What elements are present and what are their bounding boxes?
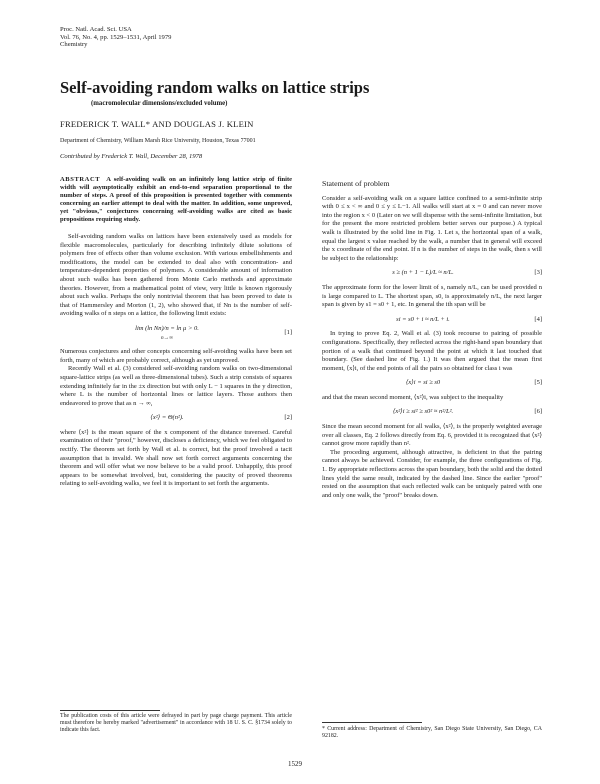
equation-6 (322, 408, 542, 417)
equation-1-number: [1] (284, 329, 292, 337)
problem-paragraph-5: Since the mean second moment for all walks, ⟨x²⟩, is the properly weighted average over all classes, Eq. 2 follows directly from Eq. 6, provided it is recognized that ⟨x²⟩ cannot grow more rapidly than n². (322, 423, 542, 448)
journal-section: Chemistry (60, 41, 88, 49)
affiliation: Department of Chemistry, William Marsh Rice University, Houston, Texas 77001 (60, 138, 256, 144)
authors: FREDERICK T. WALL* AND DOUGLAS J. KLEIN (60, 119, 254, 129)
equation-4 (322, 316, 542, 325)
intro-paragraph-1: Self-avoiding random walks on lattices have been extensively used as models for flexible macromolecules, particularly for describing infinitely dilute solutions of polymers free of effects other than volume exclusion. With various embellishments and modifications, the model can be extended to deal also with concentration- and temperature-dependent properties of polymers. A considerable amount of information about such walks has been gathered from Monte Carlo methods and approximate theories. However, from a mathematical point of view, very little is known rigorously about such walks. Perhaps the only nontrivial theorem that has been proved to date is that of Hammersley and Morton (1, 2), who showed that, if Nn is the number of self-avoiding walks of n steps on a lattice, the following limit exists: (60, 233, 292, 318)
equation-6-number: [6] (534, 408, 542, 416)
paper-title: Self-avoiding random walks on lattice strips (60, 78, 370, 97)
equation-1 (60, 325, 292, 342)
equation-4-number: [4] (534, 315, 542, 323)
journal-volume: Vol. 76, No. 4, pp. 1529–1531, April 1979 (60, 33, 172, 41)
problem-paragraph-6: The proceding argument, although attractive, is deficient in that the pairing cannot always be achieved. Consider, for example, the three configurations of Fig. 1. By appropriate reflections across the span boundary, both the solid and the dotted lines yield the same result, indicated by the dashed line. Since the earlier "proof" rested on the assumption that each reflected walk can be uniquely paired with one and only one walk, the "proof" breaks down. (322, 448, 542, 499)
intro-paragraph-4: where ⟨x²⟩ is the mean square of the x component of the distance traversed. Careful examination of their "proof," however, discloses a deficiency, which we feel obligated to rectify. The theorem set forth by Wall et al. is correct, but the proof involved a tacit assumption that is invalid. We shall now set forth correct arguments concerning the theorem and will offer what we now believe to be a valid proof. Unhappily, this proof appears to be somewhat involved, but, considering the paucity of proved theorems relating to self-avoiding walks, we feel it is important to set forth the arguments. (60, 428, 292, 488)
equation-5-number: [5] (534, 379, 542, 387)
right-column (322, 176, 542, 500)
equation-2-body: ⟨x²⟩ = Θ(n²). (150, 414, 184, 422)
problem-paragraph-3: In trying to prove Eq. 2, Wall et al. (3) took recourse to pairing of possible configurations. Specifically, they reflected across the right-hand span boundary that portion of a walk that continued beyond the point at which it last touched that boundary. (See dashed line of Fig. 1.) It was then argued that the mean first moment, ⟨x⟩i, of the end points of all the pairs so obtained for class i was (322, 330, 542, 372)
equation-4-body: si = s0 + i ≈ n/L + i. (396, 315, 450, 323)
abstract (60, 176, 292, 224)
footnote-rule-left (60, 710, 160, 711)
equation-3-number: [3] (534, 269, 542, 277)
problem-paragraph-4: and that the mean second moment, ⟨x²⟩i, was subject to the inequality (322, 393, 504, 401)
intro-paragraph-3: Recently Wall et al. (3) considered self-avoiding random walks on two-dimensional square-lattice strips (as well as three-dimensional tubes). Such a strip consists of squares extending infinitely far in the ±x direction but with only L − 1 squares in the y direction, where L is the number of horizontal lines or lattice layers. Those authors then endeavored to prove that as n → ∞, (60, 365, 292, 407)
problem-paragraph-1: Consider a self-avoiding walk on a square lattice confined to a semi-infinite strip with 0 ≤ x < ∞ and 0 ≤ y ≤ L−1. All walks will start at x = 0 and can never move into the region x < 0 (Later on we will dispense with the semi-infinite limitation, but for the present the more restricted problem better serves our purpose.) A typical walk is illustrated by the solid line in Fig. 1. Let s, the horizontal span of a walk, equal the largest x value reached by the walk, a number that in general will exceed the x coordinate of the end point. If n is the number of steps in the walk, then s will be subject to the relationship: (322, 194, 542, 262)
equation-2-number: [2] (284, 414, 292, 422)
journal-header (60, 26, 171, 49)
contributed-line: Contributed by Frederick T. Wall, December 28, 1978 (60, 153, 203, 160)
footnote-rule-right (322, 722, 422, 723)
footnote-left: The publication costs of this article were defrayed in part by page charge payment. This article must therefore be hereby marked "advertisement" in accordance with 18 U. S. C. §1734 solely to indicate this fact. (60, 713, 292, 733)
equation-5 (322, 379, 542, 388)
equation-6-body: ⟨x²⟩i ≥ si² ≥ s0² ≈ n²/L². (392, 408, 454, 416)
section-heading: Statement of problem (322, 179, 390, 188)
page-number: 1529 (288, 760, 302, 768)
abstract-label: ABSTRACT (60, 176, 101, 183)
intro-paragraph-2: Numerous conjectures and other concepts concerning self-avoiding walks have been set forth, many of which are probably correct, although as yet unproved. (60, 348, 292, 364)
left-column (60, 176, 292, 489)
equation-1-subscript: n→∞ (160, 334, 174, 341)
equation-3 (322, 269, 542, 278)
journal-name: Proc. Natl. Acad. Sci. USA (60, 26, 132, 33)
footnote-right: * Current address: Department of Chemistry, San Diego State University, San Diego, CA 92182. (322, 726, 542, 739)
abstract-text: A self-avoiding walk on an infinitely long lattice strip of finite width will asymptotically exhibit an end-to-end separation proportional to the number of steps. A proof of this proposition is presented together with comments concerning an earlier attempt to deal with the matter. In addition, some unproved, yet "obvious," conjectures concerning self-avoiding walks are cited as basic propositions requiring study. (60, 176, 292, 223)
problem-paragraph-2: The approximate form for the lower limit of s, namely n/L, can be used provided n is large compared to L. The shortest span, s0, is approximately n/L, the next larger span is given by s1 = s0 + 1, etc. In general the ith span will be (322, 283, 542, 309)
equation-5-body: ⟨x⟩i = si ≥ s0 (405, 379, 441, 387)
paper-subtitle: (macromolecular dimensions/excluded volume) (91, 100, 228, 107)
equation-1-body: lim (ln Nn)/n = ln μ > 0. (135, 324, 199, 332)
equation-3-body: s ≥ (n + 1 − L)/L ≈ n/L. (392, 269, 454, 277)
equation-2 (60, 414, 292, 423)
